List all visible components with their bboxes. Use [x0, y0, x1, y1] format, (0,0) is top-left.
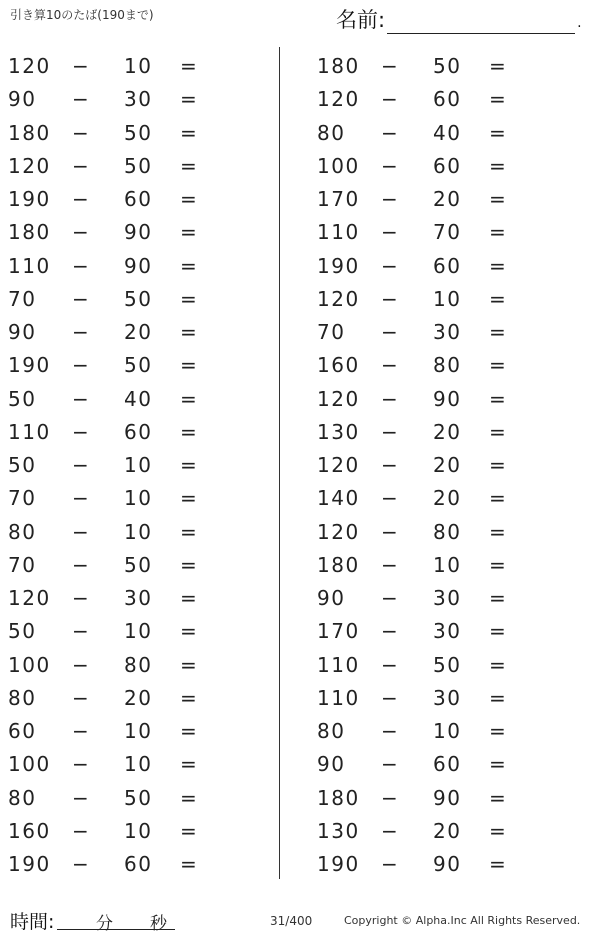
- problem-row: [0, 480, 280, 513]
- problem-row: [309, 115, 589, 148]
- equals-sign: =: [489, 818, 508, 843]
- subtrahend: 20: [433, 453, 462, 477]
- minus-sign: −: [381, 453, 400, 477]
- right-problem-column: [309, 48, 589, 879]
- minuend: 90: [317, 586, 346, 610]
- minus-sign: −: [381, 220, 400, 245]
- minuend: 60: [8, 719, 37, 743]
- problem-row: [309, 613, 589, 646]
- subtrahend: 10: [124, 619, 153, 644]
- minus-sign: −: [381, 286, 400, 311]
- minus-sign: −: [72, 552, 91, 577]
- equals-sign: =: [489, 719, 508, 743]
- problem-row: [309, 347, 589, 380]
- minus-sign: −: [381, 120, 400, 145]
- subtrahend: 10: [124, 486, 153, 511]
- equals-sign: =: [489, 220, 508, 245]
- problem-row: [0, 214, 280, 247]
- minus-sign: −: [381, 785, 400, 810]
- minus-sign: −: [72, 818, 91, 843]
- problem-row: [0, 248, 280, 281]
- subtrahend: 10: [124, 54, 153, 78]
- subtrahend: 90: [124, 220, 153, 245]
- equals-sign: =: [489, 187, 508, 211]
- problem-row: [0, 347, 280, 380]
- minus-sign: −: [72, 419, 91, 444]
- minuend: 120: [317, 453, 360, 477]
- equals-sign: =: [489, 785, 508, 810]
- minuend: 90: [8, 320, 37, 344]
- minus-sign: −: [381, 87, 400, 112]
- minus-sign: −: [381, 752, 400, 777]
- problem-row: [309, 846, 589, 879]
- minus-sign: −: [72, 586, 91, 610]
- minus-sign: −: [72, 685, 91, 710]
- problem-row: [0, 580, 280, 613]
- minuend: 50: [8, 453, 37, 477]
- equals-sign: =: [180, 818, 199, 843]
- minuend: 180: [8, 120, 51, 145]
- equals-sign: =: [180, 652, 199, 677]
- subtrahend: 50: [433, 54, 462, 78]
- problem-row: [309, 148, 589, 181]
- minus-sign: −: [381, 320, 400, 344]
- subtrahend: 60: [124, 852, 153, 876]
- problem-row: [309, 813, 589, 846]
- minuend: 110: [8, 419, 51, 444]
- problem-row: [0, 713, 280, 746]
- equals-sign: =: [180, 785, 199, 810]
- subtrahend: 50: [124, 153, 153, 178]
- problem-row: [309, 381, 589, 414]
- minuend: 70: [8, 552, 37, 577]
- problem-row: [309, 480, 589, 513]
- equals-sign: =: [489, 253, 508, 278]
- minuend: 80: [8, 519, 37, 544]
- minuend: 180: [317, 552, 360, 577]
- equals-sign: =: [180, 120, 199, 145]
- subtrahend: 90: [433, 852, 462, 876]
- problem-row: [0, 514, 280, 547]
- minus-sign: −: [72, 619, 91, 644]
- minuend: 100: [8, 652, 51, 677]
- problem-row: [0, 314, 280, 347]
- subtrahend: 20: [433, 486, 462, 511]
- subtrahend: 50: [124, 785, 153, 810]
- minuend: 70: [8, 486, 37, 511]
- minus-sign: −: [381, 386, 400, 411]
- equals-sign: =: [489, 386, 508, 411]
- minuend: 110: [317, 220, 360, 245]
- equals-sign: =: [180, 685, 199, 710]
- subtrahend: 60: [124, 419, 153, 444]
- problem-row: [0, 746, 280, 779]
- subtrahend: 20: [124, 320, 153, 344]
- minus-sign: −: [72, 353, 91, 378]
- equals-sign: =: [180, 719, 199, 743]
- equals-sign: =: [180, 552, 199, 577]
- subtrahend: 10: [433, 552, 462, 577]
- subtrahend: 10: [124, 453, 153, 477]
- minuend: 140: [317, 486, 360, 511]
- minus-sign: −: [72, 719, 91, 743]
- subtrahend: 60: [433, 253, 462, 278]
- minuend: 180: [317, 785, 360, 810]
- minuend: 50: [8, 619, 37, 644]
- name-underline: [387, 13, 575, 34]
- problem-row: [0, 846, 280, 879]
- minuend: 90: [8, 87, 37, 112]
- equals-sign: =: [180, 519, 199, 544]
- minus-sign: −: [72, 453, 91, 477]
- subtrahend: 30: [433, 586, 462, 610]
- minus-sign: −: [72, 752, 91, 777]
- minuend: 90: [317, 752, 346, 777]
- minus-sign: −: [381, 619, 400, 644]
- equals-sign: =: [489, 120, 508, 145]
- problem-row: [0, 414, 280, 447]
- minuend: 190: [8, 852, 51, 876]
- subtrahend: 10: [124, 719, 153, 743]
- equals-sign: =: [489, 552, 508, 577]
- subtrahend: 80: [433, 519, 462, 544]
- problem-row: [309, 314, 589, 347]
- minuend: 180: [8, 220, 51, 245]
- equals-sign: =: [489, 586, 508, 610]
- problem-row: [0, 780, 280, 813]
- equals-sign: =: [489, 852, 508, 876]
- minuend: 190: [317, 253, 360, 278]
- minus-sign: −: [72, 652, 91, 677]
- minute-label: 分: [96, 914, 113, 934]
- equals-sign: =: [180, 286, 199, 311]
- second-label: 秒: [150, 914, 167, 934]
- subtrahend: 60: [124, 187, 153, 211]
- minus-sign: −: [72, 386, 91, 411]
- minus-sign: −: [381, 719, 400, 743]
- minus-sign: −: [381, 818, 400, 843]
- copyright-notice: Copyright © Alpha.Inc All Rights Reserved.: [344, 914, 581, 927]
- subtrahend: 10: [124, 818, 153, 843]
- minuend: 170: [317, 187, 360, 211]
- equals-sign: =: [180, 253, 199, 278]
- minuend: 110: [317, 685, 360, 710]
- minuend: 100: [317, 153, 360, 178]
- problem-row: [0, 613, 280, 646]
- minuend: 160: [8, 818, 51, 843]
- subtrahend: 10: [433, 719, 462, 743]
- minus-sign: −: [381, 353, 400, 378]
- minuend: 120: [317, 519, 360, 544]
- minuend: 160: [317, 353, 360, 378]
- equals-sign: =: [489, 619, 508, 644]
- problem-row: [309, 547, 589, 580]
- subtrahend: 50: [124, 286, 153, 311]
- problem-row: [309, 447, 589, 480]
- minus-sign: −: [72, 220, 91, 245]
- subtrahend: 60: [433, 153, 462, 178]
- name-field[interactable]: [336, 4, 582, 34]
- equals-sign: =: [180, 419, 199, 444]
- problem-row: [309, 713, 589, 746]
- minuend: 180: [317, 54, 360, 78]
- minus-sign: −: [72, 54, 91, 78]
- subtrahend: 30: [433, 320, 462, 344]
- equals-sign: =: [489, 453, 508, 477]
- equals-sign: =: [489, 685, 508, 710]
- minus-sign: −: [381, 852, 400, 876]
- subtrahend: 30: [124, 87, 153, 112]
- subtrahend: 80: [433, 353, 462, 378]
- equals-sign: =: [489, 286, 508, 311]
- problem-row: [309, 281, 589, 314]
- minus-sign: −: [381, 586, 400, 610]
- subtrahend: 40: [433, 120, 462, 145]
- equals-sign: =: [489, 419, 508, 444]
- equals-sign: =: [489, 153, 508, 178]
- subtrahend: 20: [433, 187, 462, 211]
- equals-sign: =: [489, 752, 508, 777]
- problem-row: [309, 680, 589, 713]
- minus-sign: −: [381, 685, 400, 710]
- minuend: 120: [8, 153, 51, 178]
- minuend: 190: [8, 187, 51, 211]
- footer: [0, 905, 600, 935]
- problem-row: [309, 81, 589, 114]
- subtrahend: 50: [124, 353, 153, 378]
- equals-sign: =: [180, 54, 199, 78]
- problem-row: [309, 414, 589, 447]
- subtrahend: 10: [433, 286, 462, 311]
- equals-sign: =: [180, 619, 199, 644]
- problem-row: [0, 647, 280, 680]
- minuend: 130: [317, 818, 360, 843]
- minuend: 70: [317, 320, 346, 344]
- subtrahend: 70: [433, 220, 462, 245]
- minuend: 80: [8, 785, 37, 810]
- minuend: 80: [8, 685, 37, 710]
- minus-sign: −: [381, 253, 400, 278]
- problem-row: [309, 214, 589, 247]
- minus-sign: −: [72, 187, 91, 211]
- subtrahend: 50: [433, 652, 462, 677]
- time-label: 時間:: [10, 911, 55, 933]
- minuend: 110: [317, 652, 360, 677]
- problem-row: [0, 547, 280, 580]
- problem-row: [0, 281, 280, 314]
- minuend: 80: [317, 719, 346, 743]
- minuend: 80: [317, 120, 346, 145]
- equals-sign: =: [489, 54, 508, 78]
- equals-sign: =: [180, 353, 199, 378]
- subtrahend: 90: [124, 253, 153, 278]
- minuend: 190: [8, 353, 51, 378]
- equals-sign: =: [489, 652, 508, 677]
- subtrahend: 30: [124, 586, 153, 610]
- minus-sign: −: [72, 253, 91, 278]
- minus-sign: −: [72, 320, 91, 344]
- minuend: 170: [317, 619, 360, 644]
- subtrahend: 20: [433, 419, 462, 444]
- minus-sign: −: [72, 87, 91, 112]
- minus-sign: −: [72, 153, 91, 178]
- equals-sign: =: [180, 153, 199, 178]
- problem-row: [309, 647, 589, 680]
- equals-sign: =: [180, 87, 199, 112]
- name-label: 名前:: [336, 8, 386, 32]
- minuend: 100: [8, 752, 51, 777]
- minuend: 50: [8, 386, 37, 411]
- problem-row: [0, 381, 280, 414]
- equals-sign: =: [180, 752, 199, 777]
- subtrahend: 60: [433, 87, 462, 112]
- subtrahend: 10: [124, 752, 153, 777]
- subtrahend: 50: [124, 120, 153, 145]
- minus-sign: −: [72, 519, 91, 544]
- minus-sign: −: [72, 486, 91, 511]
- subtrahend: 50: [124, 552, 153, 577]
- problem-row: [0, 148, 280, 181]
- minuend: 120: [8, 586, 51, 610]
- problem-row: [0, 181, 280, 214]
- subtrahend: 80: [124, 652, 153, 677]
- minuend: 70: [8, 286, 37, 311]
- equals-sign: =: [489, 320, 508, 344]
- equals-sign: =: [180, 586, 199, 610]
- minus-sign: −: [72, 286, 91, 311]
- problem-row: [0, 447, 280, 480]
- equals-sign: =: [180, 486, 199, 511]
- subtrahend: 20: [124, 685, 153, 710]
- problem-row: [0, 48, 280, 81]
- subtrahend: 30: [433, 685, 462, 710]
- left-problem-column: [0, 48, 280, 879]
- equals-sign: =: [489, 87, 508, 112]
- problem-row: [0, 813, 280, 846]
- minus-sign: −: [72, 120, 91, 145]
- subtrahend: 90: [433, 785, 462, 810]
- minuend: 120: [317, 286, 360, 311]
- subtrahend: 20: [433, 818, 462, 843]
- minuend: 120: [317, 386, 360, 411]
- equals-sign: =: [180, 453, 199, 477]
- equals-sign: =: [180, 386, 199, 411]
- problem-row: [0, 115, 280, 148]
- equals-sign: =: [489, 519, 508, 544]
- problem-row: [309, 181, 589, 214]
- page-number: 31/400: [270, 914, 313, 928]
- equals-sign: =: [180, 187, 199, 211]
- problem-row: [0, 81, 280, 114]
- equals-sign: =: [180, 320, 199, 344]
- minuend: 120: [317, 87, 360, 112]
- subtrahend: 30: [433, 619, 462, 644]
- minus-sign: −: [381, 419, 400, 444]
- problem-row: [309, 780, 589, 813]
- minus-sign: −: [381, 519, 400, 544]
- problem-row: [0, 680, 280, 713]
- minuend: 190: [317, 852, 360, 876]
- problem-row: [309, 746, 589, 779]
- minus-sign: −: [381, 652, 400, 677]
- minus-sign: −: [72, 785, 91, 810]
- problem-row: [309, 248, 589, 281]
- equals-sign: =: [180, 852, 199, 876]
- minus-sign: −: [381, 552, 400, 577]
- name-end-dot: .: [577, 15, 582, 31]
- equals-sign: =: [489, 353, 508, 378]
- subtrahend: 60: [433, 752, 462, 777]
- problem-row: [309, 580, 589, 613]
- minus-sign: −: [381, 153, 400, 178]
- minus-sign: −: [381, 54, 400, 78]
- equals-sign: =: [180, 220, 199, 245]
- minuend: 120: [8, 54, 51, 78]
- problem-row: [309, 514, 589, 547]
- minuend: 130: [317, 419, 360, 444]
- minuend: 110: [8, 253, 51, 278]
- subtrahend: 10: [124, 519, 153, 544]
- problem-row: [309, 48, 589, 81]
- minus-sign: −: [381, 486, 400, 511]
- worksheet-title: 引き算10のたば(190まで): [10, 8, 154, 22]
- minus-sign: −: [381, 187, 400, 211]
- subtrahend: 40: [124, 386, 153, 411]
- equals-sign: =: [489, 486, 508, 511]
- subtrahend: 90: [433, 386, 462, 411]
- minus-sign: −: [72, 852, 91, 876]
